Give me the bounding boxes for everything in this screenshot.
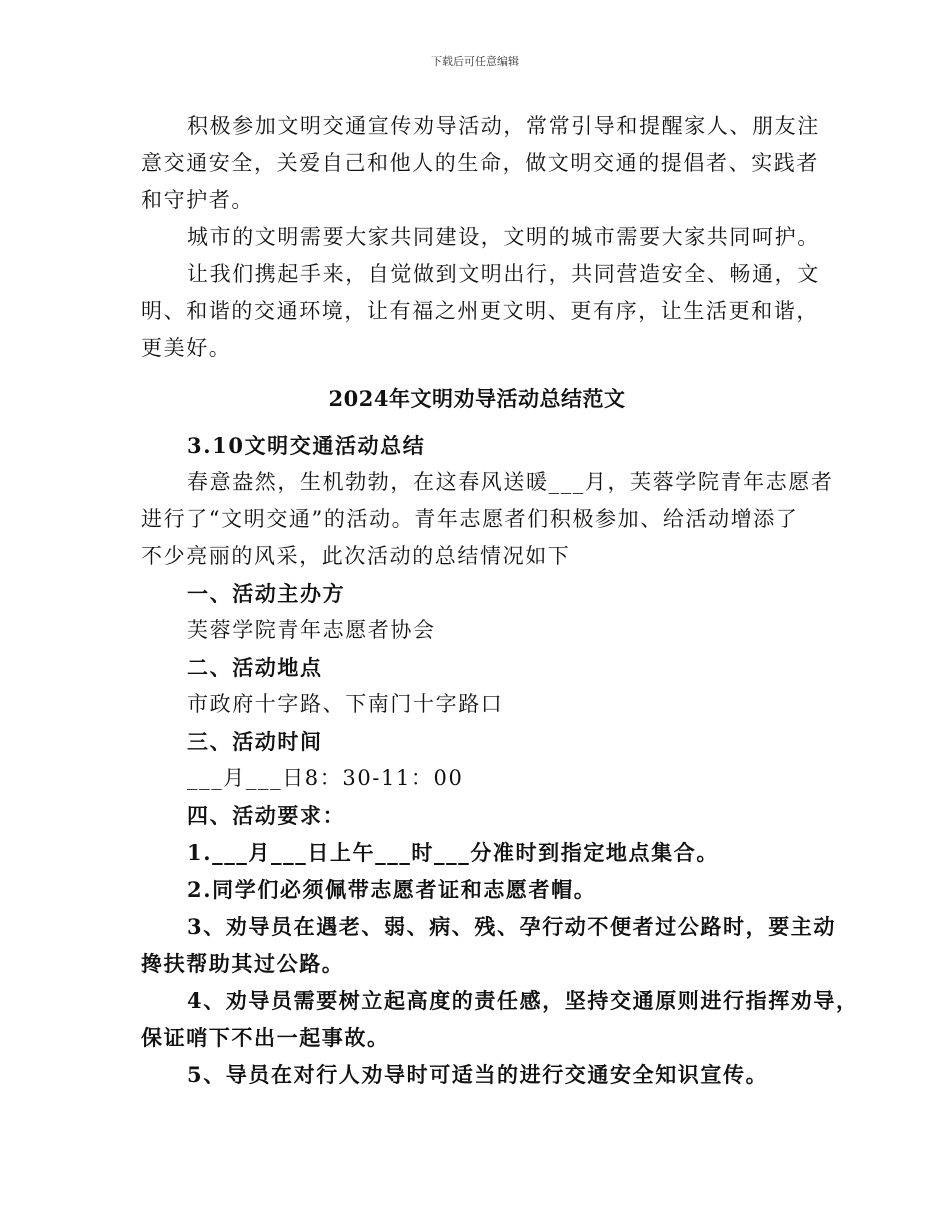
requirement-3-line-1: 3、劝导员在遇老、弱、病、残、孕行动不便者过公路时，要主动: [187, 914, 837, 939]
document-body: [141, 108, 859, 1093]
summary-intro-line-2: 进行了“文明交通”的活动。青年志愿者们积极参加、给活动增添了: [141, 507, 799, 531]
document-title: 2024年文明劝导活动总结范文: [328, 386, 626, 411]
requirement-5: 5、导员在对行人劝导时可适当的进行交通安全知识宣传。: [187, 1062, 769, 1087]
summary-intro-line-1: 春意盎然，生机勃勃，在这春风送暖___月，芙蓉学院青年志愿者: [187, 470, 834, 494]
section-requirements-heading: 四、活动要求：: [187, 803, 346, 828]
intro-paragraph-1-line-2: 意交通安全，关爱自己和他人的生命，做文明交通的提倡者、实践者: [141, 151, 819, 175]
requirement-2: 2.同学们必须佩带志愿者证和志愿者帽。: [187, 877, 597, 902]
section-location-heading: 二、活动地点: [187, 655, 323, 680]
section-time-heading: 三、活动时间: [187, 729, 323, 754]
requirement-4-line-1: 4、劝导员需要树立起高度的责任感，坚持交通原则进行指挥劝导，: [187, 988, 859, 1013]
section-time-text: ___月___日8：30-11：00: [187, 766, 464, 790]
intro-paragraph-3-line-1: 让我们携起手来，自觉做到文明出行，共同营造安全、畅通，文: [187, 262, 820, 286]
section-organizer-heading: 一、活动主办方: [187, 581, 346, 606]
section-organizer-text: 芙蓉学院青年志愿者协会: [187, 618, 436, 642]
intro-paragraph-1-line-1: 积极参加文明交通宣传劝导活动，常常引导和提醒家人、朋友注: [187, 114, 820, 138]
intro-paragraph-3-line-3: 更美好。: [141, 336, 232, 360]
intro-paragraph-2: 城市的文明需要大家共同建设，文明的城市需要大家共同呵护。: [187, 225, 820, 249]
intro-paragraph-3-line-2: 明、和谐的交通环境，让有福之州更文明、更有序，让生活更和谐，: [141, 299, 819, 323]
requirement-3-line-2: 搀扶帮助其过公路。: [141, 951, 345, 976]
section-location-text: 市政府十字路、下南门十字路口: [187, 692, 504, 716]
summary-intro-line-3: 不少亮丽的风采，此次活动的总结情况如下: [141, 544, 571, 568]
requirement-4-line-2: 保证哨下不出一起事故。: [141, 1025, 390, 1050]
requirement-1: 1.___月___日上午___时___分准时到指定地点集合。: [187, 840, 719, 865]
intro-paragraph-1-line-3: 和守护者。: [141, 188, 254, 212]
page-header: 下载后可任意编辑: [431, 55, 519, 68]
summary-heading: 3.10文明交通活动总结: [187, 433, 426, 458]
